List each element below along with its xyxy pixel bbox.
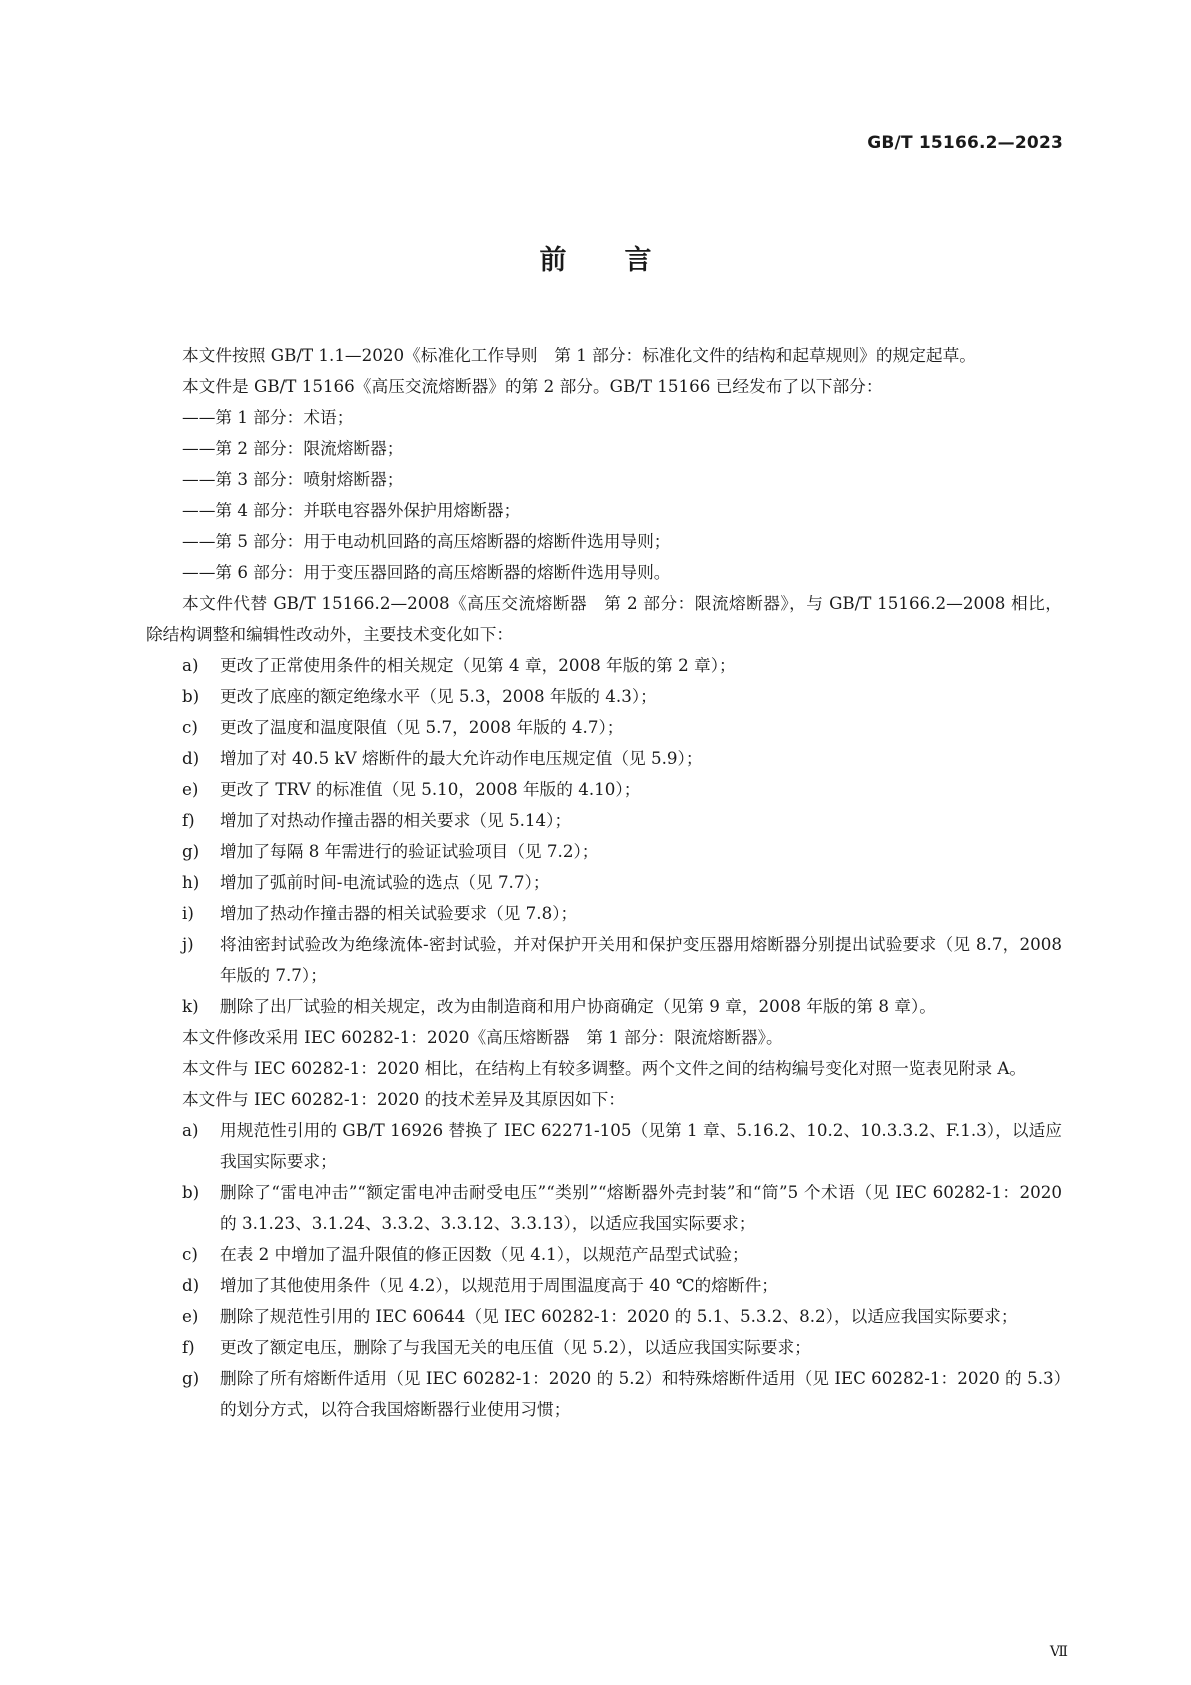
paragraph-adoption: 本文件修改采用 IEC 60282-1：2020《高压熔断器 第 1 部分：限流熔断器》。 — [182, 1027, 783, 1047]
list-item-text: 更改了额定电压，删除了与我国无关的电压值（见 5.2），以适应我国实际要求； — [220, 1337, 811, 1357]
list-item-text: 将油密封试验改为绝缘流体-密封试验，并对保护开关用和保护变压器用熔断器分别提出试验要求（见 8.7，2008 年版的 7.7）； — [220, 934, 1062, 985]
list-item — [146, 929, 1062, 991]
list-item-label: c) — [182, 1244, 198, 1264]
list-item-label: c) — [182, 717, 198, 737]
list-item-text: 删除了“雷电冲击”“额定雷电冲击耐受电压”“类别”“熔断器外壳封装”和“筒”5 个术语（见 IEC 60282-1：2020 的 3.1.23、3.1.24、3.3.2、3.3.12、3.3.13），以适应我国实际要求； — [220, 1182, 1062, 1233]
list-item-label: a) — [182, 1120, 199, 1140]
list-item-label: f) — [182, 1337, 195, 1357]
list-item — [146, 836, 1062, 867]
list-item-label: k) — [182, 996, 199, 1016]
list-item-text: 更改了温度和温度限值（见 5.7，2008 年版的 4.7）； — [220, 717, 624, 737]
paragraph-replacement: 本文件代替 GB/T 15166.2—2008《高压交流熔断器 第 2 部分：限流熔断器》，与 GB/T 15166.2—2008 相比，除结构调整和编辑性改动外，主要技术变化如下： — [146, 593, 1062, 644]
list-item-text: 更改了 TRV 的标准值（见 5.10，2008 年版的 4.10）； — [220, 779, 641, 799]
list-item: ——第 6 部分：用于变压器回路的高压熔断器的熔断件选用导则。 — [182, 562, 671, 582]
list-item-text: 增加了对 40.5 kV 熔断件的最大允许动作电压规定值（见 5.9）； — [220, 748, 703, 768]
list-item — [146, 774, 1062, 805]
list-item-label: f) — [182, 810, 195, 830]
list-item-label: g) — [182, 841, 200, 861]
list-item-label: h) — [182, 872, 200, 892]
list-item — [146, 743, 1062, 774]
list-item-text: 删除了出厂试验的相关规定，改为由制造商和用户协商确定（见第 9 章，2008 年版的第 8 章）。 — [220, 996, 936, 1016]
list-item-text: 在表 2 中增加了温升限值的修正因数（见 4.1），以规范产品型式试验； — [220, 1244, 749, 1264]
list-item — [146, 1270, 1062, 1301]
paragraph-structure-diff: 本文件与 IEC 60282-1：2020 相比，在结构上有较多调整。两个文件之间的结构编号变化对照一览表见附录 A。 — [182, 1058, 1027, 1078]
list-item — [146, 650, 1062, 681]
list-item: ——第 2 部分：限流熔断器； — [182, 438, 404, 458]
list-item-text: 增加了其他使用条件（见 4.2），以规范用于周围温度高于 40 ℃的熔断件； — [220, 1275, 778, 1295]
list-item: ——第 3 部分：喷射熔断器； — [182, 469, 404, 489]
list-item-label: b) — [182, 1182, 200, 1202]
list-item-text: 更改了底座的额定绝缘水平（见 5.3，2008 年版的 4.3）； — [220, 686, 657, 706]
foreword-body — [146, 340, 1062, 1425]
list-item — [146, 1301, 1062, 1332]
paragraph-series-info: 本文件是 GB/T 15166《高压交流熔断器》的第 2 部分。GB/T 15166 已经发布了以下部分： — [182, 376, 883, 396]
changes-list — [146, 650, 1062, 1022]
list-item-text: 增加了热动作撞击器的相关试验要求（见 7.8）； — [220, 903, 578, 923]
list-item: ——第 5 部分：用于电动机回路的高压熔断器的熔断件选用导则； — [182, 531, 671, 551]
list-item-label: j) — [182, 934, 194, 954]
list-item: ——第 1 部分：术语； — [182, 407, 354, 427]
list-item-label: a) — [182, 655, 199, 675]
list-item-label: e) — [182, 1306, 199, 1326]
list-item — [146, 1363, 1062, 1425]
list-item — [146, 1115, 1062, 1177]
list-item-text: 删除了所有熔断件适用（见 IEC 60282-1：2020 的 5.2）和特殊熔断件适用（见 IEC 60282-1：2020 的 5.3）的划分方式，以符合我国熔断器行业使用习惯； — [220, 1368, 1062, 1419]
list-item — [146, 1332, 1062, 1363]
list-item — [146, 898, 1062, 929]
paragraph-drafting-basis: 本文件按照 GB/T 1.1—2020《标准化工作导则 第 1 部分：标准化文件的结构和起草规则》的规定起草。 — [182, 345, 976, 365]
page-number: Ⅶ — [1049, 1644, 1068, 1660]
list-item — [146, 712, 1062, 743]
paragraph-tech-diff-intro: 本文件与 IEC 60282-1：2020 的技术差异及其原因如下： — [182, 1089, 625, 1109]
list-item — [146, 991, 1062, 1022]
list-item-label: b) — [182, 686, 200, 706]
list-item-text: 删除了规范性引用的 IEC 60644（见 IEC 60282-1：2020 的 5.1、5.3.2、8.2），以适应我国实际要求； — [220, 1306, 1018, 1326]
list-item-text: 增加了每隔 8 年需进行的验证试验项目（见 7.2）； — [220, 841, 599, 861]
list-item — [146, 805, 1062, 836]
parts-list — [146, 402, 1062, 588]
list-item-text: 增加了弧前时间-电流试验的选点（见 7.7）； — [220, 872, 550, 892]
standard-code: GB/T 15166.2—2023 — [867, 133, 1063, 153]
list-item-label: e) — [182, 779, 199, 799]
list-item-label: g) — [182, 1368, 200, 1388]
list-item-text: 更改了正常使用条件的相关规定（见第 4 章，2008 年版的第 2 章）； — [220, 655, 736, 675]
list-item — [146, 681, 1062, 712]
list-item — [146, 867, 1062, 898]
diffs-list — [146, 1115, 1062, 1425]
list-item-text: 用规范性引用的 GB/T 16926 替换了 IEC 62271-105（见第 1 章、5.16.2、10.2、10.3.3.2、F.1.3），以适应我国实际要求； — [220, 1120, 1062, 1171]
list-item-label: i) — [182, 903, 194, 923]
list-item: ——第 4 部分：并联电容器外保护用熔断器； — [182, 500, 521, 520]
list-item — [146, 1239, 1062, 1270]
list-item-label: d) — [182, 748, 200, 768]
list-item-text: 增加了对热动作撞击器的相关要求（见 5.14）； — [220, 810, 572, 830]
page-title: 前言 — [539, 245, 710, 276]
list-item-label: d) — [182, 1275, 200, 1295]
list-item — [146, 1177, 1062, 1239]
